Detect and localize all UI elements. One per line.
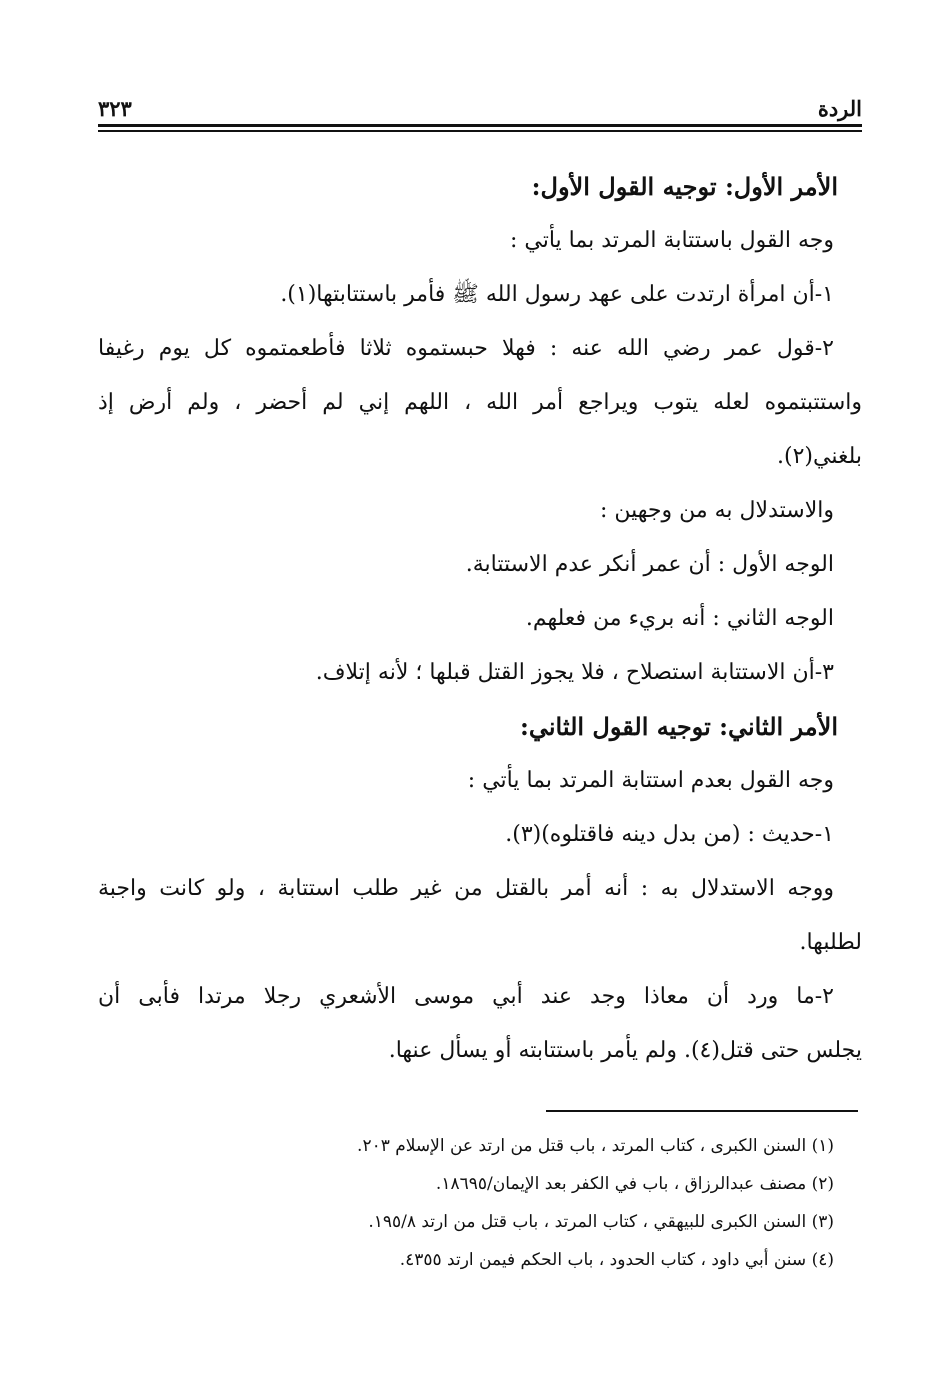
text-line: الوجه الأول : أن عمر أنكر عدم الاستتابة. xyxy=(465,552,834,577)
text-line: ١-حديث : (من بدل دينه فاقتلوه)(٣). xyxy=(505,822,834,847)
footnotes xyxy=(98,1127,862,1279)
footnote-item: (٢) مصنف عبدالرزاق ، باب في الكفر بعد الإيمان/١٨٦٩٥. xyxy=(435,1174,834,1194)
footnote-separator xyxy=(546,1110,858,1112)
footnote-item: (١) السنن الكبرى ، كتاب المرتد ، باب قتل من ارتد عن الإسلام ٢٠٣. xyxy=(357,1136,834,1156)
section-heading-first: الأمر الأول: توجيه القول الأول: xyxy=(531,172,838,201)
text-line: الوجه الثاني : أنه بريء من فعلهم. xyxy=(525,606,834,631)
page-number: ٣٢٣ xyxy=(98,96,132,121)
footnote-item: (٣) السنن الكبرى للبيهقي ، كتاب المرتد ، باب قتل من ارتد ١٩٥/٨. xyxy=(368,1212,834,1232)
text-line: ٣-أن الاستتابة استصلاح ، فلا يجوز القتل قبلها ؛ لأنه إتلاف. xyxy=(315,660,834,685)
text-line: واستتبتموه لعله يتوب ويراجع أمر الله ، اللهم إني لم أحضر ، ولم أرض إذ xyxy=(98,390,862,415)
text-line: ٢-قول عمر رضي الله عنه : فهلا حبستموه ثلاثا فأطعمتموه كل يوم رغيفا xyxy=(98,336,834,361)
text-line: وجه القول بعدم استتابة المرتد بما يأتي : xyxy=(467,768,834,793)
chapter-title: الردة xyxy=(817,96,862,121)
section-heading-second: الأمر الثاني: توجيه القول الثاني: xyxy=(519,712,838,741)
main-text xyxy=(98,160,862,1078)
header-rule-thick xyxy=(98,124,862,127)
text-line: يجلس حتى قتل(٤). ولم يأمر باستتابته أو يسأل عنها. xyxy=(388,1038,862,1063)
text-line: ووجه الاستدلال به : أنه أمر بالقتل من غير طلب استتابة ، ولو كانت واجبة xyxy=(98,876,834,901)
text-line: بلغني(٢). xyxy=(777,444,862,469)
footnote-item: (٤) سنن أبي داود ، كتاب الحدود ، باب الحكم فيمن ارتد ٤٣٥٥. xyxy=(399,1250,834,1270)
text-line: ١-أن امرأة ارتدت على عهد رسول الله ﷺ فأمر باستتابتها(١). xyxy=(280,282,834,307)
header-rule-thin xyxy=(98,130,862,132)
text-line: وجه القول باستتابة المرتد بما يأتي : xyxy=(509,228,834,253)
text-line: والاستدلال به من وجهين : xyxy=(599,498,834,523)
text-line: لطلبها. xyxy=(799,930,862,955)
text-line: ٢-ما ورد أن معاذا وجد عند أبي موسى الأشعري رجلا مرتدا فأبى أن xyxy=(98,984,834,1009)
